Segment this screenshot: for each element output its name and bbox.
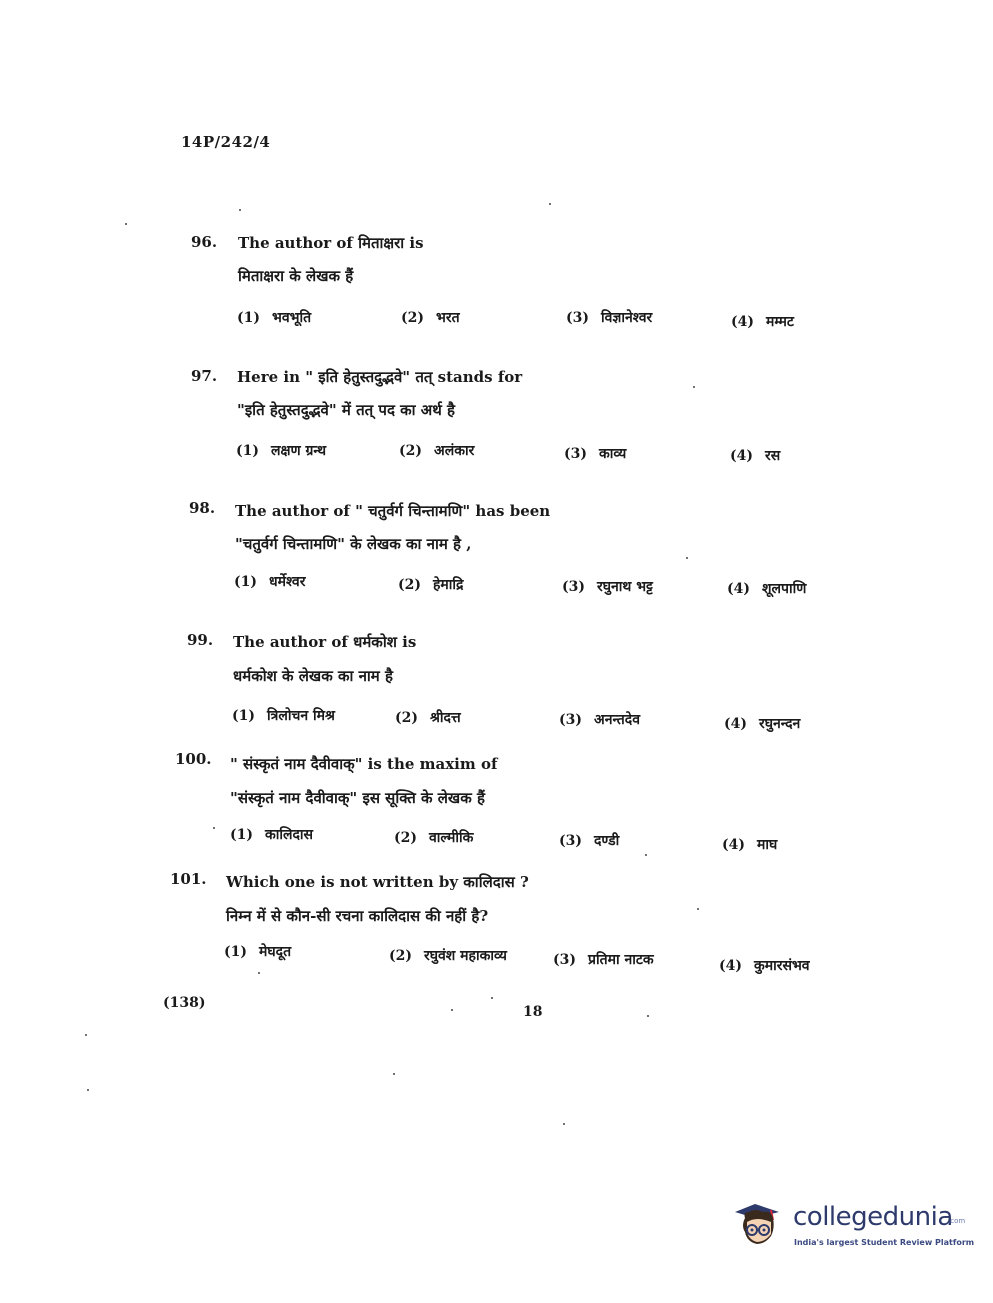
scan-speck	[491, 997, 493, 999]
scan-speck	[125, 223, 127, 225]
question-text-english: The author of धर्मकोश is	[233, 633, 417, 651]
option-1: (1) लक्षण ग्रन्थ	[236, 443, 327, 459]
options-row	[189, 572, 889, 596]
question-number: 101.	[170, 870, 207, 888]
scan-speck	[213, 827, 215, 829]
option-4: (4) रस	[730, 448, 781, 464]
question-text-english: Here in " इति हेतुस्तदुद्भवे" तत् stands for	[237, 368, 523, 386]
scan-speck	[87, 1089, 89, 1091]
option-2: (2) रघुवंश महाकाव्य	[389, 948, 507, 964]
question-text-hindi: धर्मकोश के लेखक का नाम है	[233, 667, 393, 685]
scan-speck	[693, 386, 695, 388]
option-4: (4) मम्मट	[731, 314, 794, 330]
scan-speck	[258, 972, 260, 974]
option-4: (4) माघ	[722, 837, 778, 853]
option-3: (3) विज्ञानेश्वर	[566, 310, 653, 326]
scan-speck	[451, 1009, 453, 1011]
option-4: (4) शूलपाणि	[727, 581, 807, 597]
question-number: 100.	[175, 750, 212, 768]
option-3: (3) रघुनाथ भट्ट	[562, 579, 653, 595]
scan-speck	[85, 1034, 87, 1036]
scan-speck	[686, 557, 688, 559]
question-number: 97.	[191, 367, 218, 385]
option-2: (2) वाल्मीकि	[394, 830, 474, 846]
collegedunia-watermark	[735, 1196, 975, 1256]
question-text-hindi: निम्न में से कौन-सी रचना कालिदास की नहीं है?	[226, 907, 489, 925]
option-4: (4) रघुनन्दन	[724, 716, 801, 732]
options-row	[170, 942, 870, 974]
option-2: (2) हेमाद्रि	[398, 577, 464, 593]
brand-tagline: India's largest Student Review Platform	[794, 1238, 975, 1247]
option-4: (4) कुमारसंभव	[719, 958, 810, 974]
option-2: (2) अलंकार	[399, 443, 475, 459]
question-number: 96.	[191, 233, 218, 251]
options-row	[187, 706, 887, 730]
paper-code: 14P/242/4	[181, 133, 271, 151]
options-row	[191, 308, 891, 332]
brand-domain-suffix: .com	[948, 1217, 966, 1225]
question-text-english: " संस्कृतं नाम दैवीवाक्" is the maxim of	[230, 755, 498, 773]
option-3: (3) दण्डी	[559, 833, 620, 849]
option-1: (1) कालिदास	[230, 827, 314, 843]
options-row	[191, 441, 891, 465]
option-2: (2) भरत	[401, 310, 460, 326]
scan-speck	[563, 1123, 565, 1125]
option-1: (1) त्रिलोचन मिश्र	[232, 708, 335, 724]
option-1: (1) धर्मेश्वर	[234, 574, 306, 590]
question-text-english: The author of " चतुर्वर्ग चिन्तामणि" has been	[235, 502, 551, 520]
options-row	[175, 825, 875, 853]
scan-speck	[549, 203, 551, 205]
option-3: (3) अनन्तदेव	[559, 712, 640, 728]
scan-speck	[645, 854, 647, 856]
scan-speck	[393, 1073, 395, 1075]
scan-speck	[697, 908, 699, 910]
brand-name: collegedunia	[793, 1202, 953, 1232]
option-3: (3) काव्य	[564, 446, 627, 462]
question-text-hindi: "इति हेतुस्तदुद्भवे" में तत् पद का अर्थ है	[237, 401, 455, 419]
footer-code: (138)	[163, 995, 206, 1011]
option-3: (3) प्रतिमा नाटक	[553, 952, 654, 968]
question-number: 99.	[187, 631, 214, 649]
option-1: (1) मेघदूत	[224, 944, 292, 960]
question-number: 98.	[189, 499, 216, 517]
scan-speck	[239, 209, 241, 211]
question-text-english: The author of मिताक्षरा is	[238, 234, 424, 252]
option-1: (1) भवभूति	[237, 310, 312, 326]
scan-speck	[647, 1015, 649, 1017]
question-text-english: Which one is not written by कालिदास ?	[226, 873, 529, 891]
question-text-hindi: "संस्कृतं नाम दैवीवाक्" इस सूक्ति के लेखक हैं	[230, 789, 485, 807]
question-text-hindi: मिताक्षरा के लेखक हैं	[238, 267, 354, 285]
page-number: 18	[523, 1004, 543, 1020]
question-text-hindi: "चतुर्वर्ग चिन्तामणि" के लेखक का नाम है ,	[235, 535, 472, 553]
collegedunia-mascot-icon	[735, 1198, 789, 1252]
option-2: (2) श्रीदत्त	[395, 710, 461, 726]
